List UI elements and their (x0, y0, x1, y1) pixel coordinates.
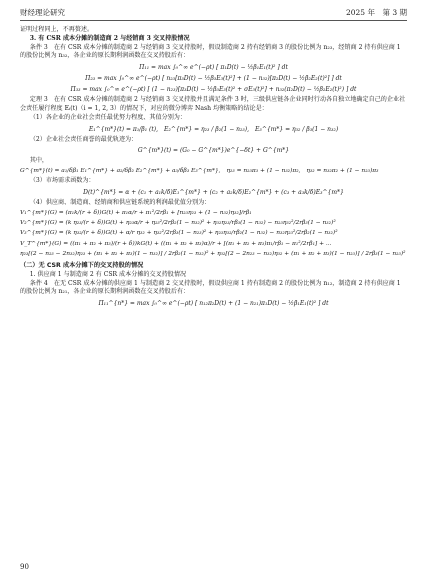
equation: V₂^{m*}(G) = (k η₂₃/(r + δ))G(t) + η₂₃α/r + η₂₃²/2rβ₂(1 − n₃₂)² + η₃₂η₂₃/rβ₃(1 − n₃₂) − n₂₃η₃₂²/2rβ₃(1 − n₃₂)² (20, 220, 336, 227)
article-body (20, 26, 407, 310)
issue-label: 2025 年 第 3 期 (345, 8, 407, 17)
list-item: （4）供应商、制造商、经销商和供应链系统的利润最优值分别为： (29, 199, 211, 207)
list-item: （2）企业社会责任商誉的最优轨迹为： (29, 135, 138, 143)
equation: E₁^{m*}(t) = π₁/β₁ (t), E₂^{m*} = η₂₃ / β₂(1 − n₂₃), E₃^{m*} = η₃₂ / β₃(1 − n₃₂) (88, 125, 339, 133)
section-heading: （二）无 CSR 成本分摊下的交叉持股的情况 (20, 261, 144, 269)
condition-paragraph: 条件 4 在无 CSR 成本分摊的供应商 1 与制造商 2 交叉持股时，假设供应商 1 持有制造商 2 的股份比例为 n₁₂，制造商 2 持有供应商 1 的股份比例为 n₂₁，各企业的原长期利润函数在交叉持股后有： (20, 279, 401, 296)
equation: G^{m*}(t) = (G₀ − G^{m*})e^{−δt} + G^{m*} (137, 147, 290, 155)
equation: V₁^{m*}(G) = (π₁k/(r + δ))G(t) + π₁α/r + π₁²/2rβ₁ + [n₂₃η₂₃ + (1 − n₃₂)η₃₂]/rβ₁ (20, 209, 252, 216)
equation: V_T^{m*}(G) = ((π₁ + π₂ + π₃)/(r + δ))kG(t) + ((π₁ + π₂ + π₃)α)/r + [(π₁ + π₂ + π₃)π₁/rβ₁ − π₁²/2rβ₁] + ... (20, 240, 332, 247)
equation: G^{m*}(t) = a₁/δβ₁ E₁^{m*} + a₂/δβ₂ E₂^{m*} + a₃/δβ₃ E₃^{m*}, η₂₃ = n₂₃π₃ + (1 − n₃₂)π₂, η₃₂ = n₃₂π₂ + (1 − n₂₃)π₃ (20, 168, 379, 175)
journal-name: 财经理论研究 (20, 8, 65, 17)
page-number: 90 (20, 563, 29, 571)
equation: Π₁₁^{n*} = max ∫₀^∞ e^(−ρt) [ n₁₂π₂D(t) + (1 − n₂₁)π₁D(t) − ½β₁E₁(t)² ] dt (98, 300, 329, 308)
equation: Π₁₁ = max ∫₀^∞ e^(−ρt) [ π₁D(t) − ½β₁E₁(t)² ] dt (139, 64, 288, 72)
text-line: 其中， (29, 157, 49, 165)
list-item: （3）市场需求函数为： (29, 177, 95, 185)
text-line: 证明过程同上，不再赘述。 (20, 26, 94, 33)
equation: V₃^{m*}(G) = (k η₃₂/(r + δ))G(t) + α/r η₃₂ + η₃₂²/2rβ₃(1 − n₂₃)² + η₂₃η₃₂/rβ₂(1 − n₃₂) − n₃₂η₂₃²/2rβ₂(1 − n₃₂)² (20, 230, 338, 237)
list-item: （1）各企业的企业社会责任最优努力程度、其值分别为： (29, 113, 186, 121)
equation: Π₂₃ = max ∫₀^∞ e^(−ρt) [ n₂₃[π₃D(t) − ½β₃E₃(t)²] + (1 − n₃₂)[π₂D(t) − ½β₂E₂(t)²] ] dt (85, 75, 342, 83)
theorem-paragraph: 定理 3 在有 CSR 成本分摊的制造商 2 与经销商 3 交叉持股并且满足条件 3 时，三级供应链各企业同时行动各自独立地确定自己的企业社会责任履行程度 Eᵢ(t)（i = 1, 2, 3）的情况下，对应的微分博弈 Nash 均衡策略的结论是： (20, 96, 406, 112)
equation: η₂₃[(2 − n₂₃ − 2n₃₂)η₂₃ + (π₁ + π₂ + π₃)(1 − n₃₂)] / 2rβ₂(1 − n₃₂)² + η₃₂[(2 − 2n₂₃ − n₃₂)η₃₂ + (π₁ + π₂ + π₃)(1 − n₂₃)] / 2rβ₃(1 − n₂₃)² (20, 250, 406, 257)
condition-paragraph: 条件 3 在有 CSR 成本分摊的制造商 2 与经销商 3 交叉持股时，假设制造商 2 持有经销商 3 的股份比例为 n₂₃，经销商 2 持有供应商 1 的股份比例为 n₃₂，各企业的原长期利润函数在交叉持股后有： (20, 43, 401, 60)
equation: Π₃₃ = max ∫₀^∞ e^(−ρt) [ (1 − n₂₃)[π₃D(t) − ½β₃E₃(t)² + σE₃(t)²] + n₃₂(π₂D(t) − ½β₂E₂(t)²) ] dt (70, 86, 357, 94)
equation: D(t)^{m*} = α + (c₁ + a₁k/δ)E₁^{m*} + (c₂ + a₂k/δ)E₂^{m*} + (c₃ + a₃k/δ)E₃^{m*} (83, 189, 344, 197)
page-header (20, 6, 407, 21)
section-subheading: 3. 有 CSR 成本分摊的制造商 2 与经销商 3 交叉持股情况 (29, 34, 190, 42)
subsection-heading: 1. 供应商 1 与制造商 2 有 CSR 成本分摊的交叉持股情况 (29, 270, 187, 278)
